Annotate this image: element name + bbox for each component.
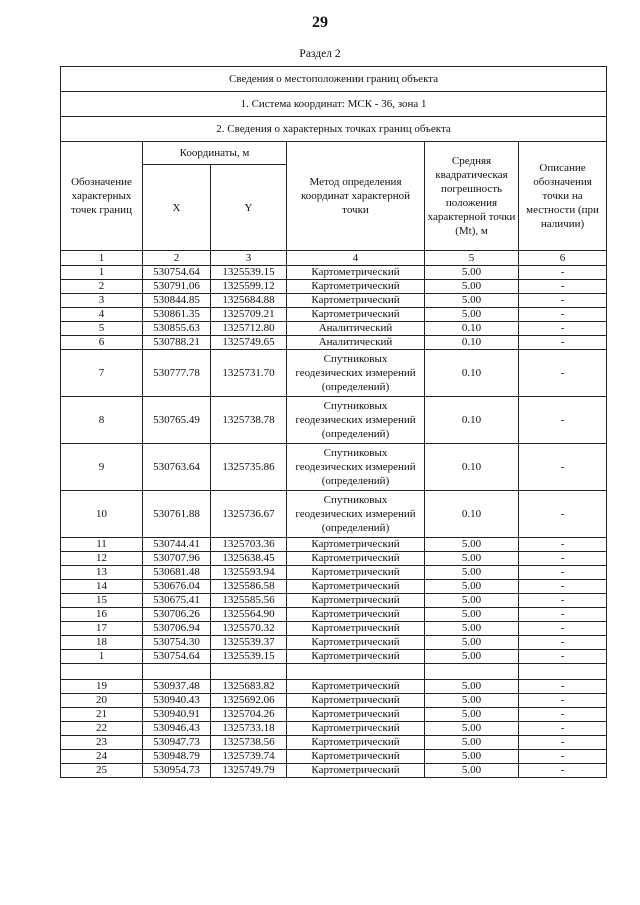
point-number-cell: 10 (61, 491, 143, 538)
header-method: Метод определения координат характерной точки (287, 142, 425, 251)
description-cell: - (519, 294, 607, 308)
description-cell: - (519, 322, 607, 336)
description-cell: - (519, 308, 607, 322)
column-numbers-row (61, 251, 607, 266)
description-cell: - (519, 538, 607, 552)
y-coordinate-cell: 1325692.06 (211, 694, 287, 708)
point-number-cell: 6 (61, 336, 143, 350)
method-cell: Картометрический (287, 280, 425, 294)
x-coordinate-cell: 530940.43 (143, 694, 211, 708)
table-row (61, 764, 607, 778)
x-coordinate-cell: 530946.43 (143, 722, 211, 736)
accuracy-cell: 5.00 (425, 608, 519, 622)
table-row (61, 566, 607, 580)
table-row (61, 680, 607, 694)
description-cell: - (519, 552, 607, 566)
method-cell: Картометрический (287, 538, 425, 552)
method-cell: Картометрический (287, 636, 425, 650)
separator-row (61, 664, 607, 680)
method-cell: Картометрический (287, 294, 425, 308)
points-heading-row (61, 117, 607, 142)
y-coordinate-cell: 1325731.70 (211, 350, 287, 397)
x-coordinate-cell: 530940.91 (143, 708, 211, 722)
y-coordinate-cell: 1325638.45 (211, 552, 287, 566)
coord-system-text: 1. Система координат: МСК - 36, зона 1 (61, 92, 607, 117)
accuracy-cell: 5.00 (425, 266, 519, 280)
method-cell: Картометрический (287, 708, 425, 722)
description-cell: - (519, 694, 607, 708)
header-row-1 (61, 142, 607, 165)
point-number-cell: 3 (61, 294, 143, 308)
point-number-cell: 21 (61, 708, 143, 722)
description-cell: - (519, 266, 607, 280)
method-cell: Картометрический (287, 580, 425, 594)
y-coordinate-cell: 1325738.56 (211, 736, 287, 750)
point-number-cell: 14 (61, 580, 143, 594)
table-row (61, 266, 607, 280)
table-row (61, 580, 607, 594)
point-number-cell: 5 (61, 322, 143, 336)
method-cell: Картометрический (287, 622, 425, 636)
column-number: 2 (143, 251, 211, 266)
x-coordinate-cell: 530937.48 (143, 680, 211, 694)
accuracy-cell: 0.10 (425, 491, 519, 538)
y-coordinate-cell: 1325736.67 (211, 491, 287, 538)
point-number-cell: 18 (61, 636, 143, 650)
accuracy-cell: 5.00 (425, 736, 519, 750)
x-coordinate-cell: 530861.35 (143, 308, 211, 322)
method-cell: Картометрический (287, 552, 425, 566)
accuracy-cell (425, 664, 519, 680)
x-coordinate-cell: 530761.88 (143, 491, 211, 538)
y-coordinate-cell: 1325712.80 (211, 322, 287, 336)
accuracy-cell: 5.00 (425, 650, 519, 664)
header-point-designation: Обозначение характерных точек границ (61, 142, 143, 251)
table-row (61, 750, 607, 764)
table-row (61, 650, 607, 664)
table-row (61, 280, 607, 294)
point-number-cell (61, 664, 143, 680)
point-number-cell: 25 (61, 764, 143, 778)
point-number-cell: 19 (61, 680, 143, 694)
x-coordinate-cell: 530681.48 (143, 566, 211, 580)
accuracy-cell: 5.00 (425, 538, 519, 552)
method-cell: Спутниковых геодезических измерений (определений) (287, 444, 425, 491)
table-title-row (61, 67, 607, 92)
table-row (61, 322, 607, 336)
header-description: Описание обозначения точки на местности (при наличии) (519, 142, 607, 251)
description-cell: - (519, 708, 607, 722)
y-coordinate-cell: 1325703.36 (211, 538, 287, 552)
point-number-cell: 1 (61, 650, 143, 664)
column-number: 5 (425, 251, 519, 266)
table-row (61, 608, 607, 622)
x-coordinate-cell: 530706.26 (143, 608, 211, 622)
description-cell: - (519, 491, 607, 538)
y-coordinate-cell: 1325749.79 (211, 764, 287, 778)
description-cell: - (519, 764, 607, 778)
y-coordinate-cell: 1325738.78 (211, 397, 287, 444)
accuracy-cell: 5.00 (425, 722, 519, 736)
x-coordinate-cell: 530706.94 (143, 622, 211, 636)
y-coordinate-cell: 1325570.32 (211, 622, 287, 636)
accuracy-cell: 5.00 (425, 566, 519, 580)
table-row (61, 636, 607, 650)
accuracy-cell: 5.00 (425, 308, 519, 322)
x-coordinate-cell: 530744.41 (143, 538, 211, 552)
x-coordinate-cell: 530954.73 (143, 764, 211, 778)
method-cell: Картометрический (287, 594, 425, 608)
accuracy-cell: 0.10 (425, 350, 519, 397)
y-coordinate-cell: 1325599.12 (211, 280, 287, 294)
x-coordinate-cell: 530765.49 (143, 397, 211, 444)
accuracy-cell: 0.10 (425, 322, 519, 336)
y-coordinate-cell: 1325749.65 (211, 336, 287, 350)
accuracy-cell: 5.00 (425, 580, 519, 594)
accuracy-cell: 5.00 (425, 750, 519, 764)
description-cell: - (519, 680, 607, 694)
y-coordinate-cell: 1325684.88 (211, 294, 287, 308)
table-row (61, 594, 607, 608)
accuracy-cell: 5.00 (425, 294, 519, 308)
description-cell: - (519, 622, 607, 636)
table-row (61, 622, 607, 636)
x-coordinate-cell: 530707.96 (143, 552, 211, 566)
method-cell: Картометрический (287, 764, 425, 778)
column-number: 3 (211, 251, 287, 266)
point-number-cell: 22 (61, 722, 143, 736)
method-cell: Спутниковых геодезических измерений (определений) (287, 350, 425, 397)
method-cell: Картометрический (287, 308, 425, 322)
method-cell: Картометрический (287, 750, 425, 764)
method-cell: Картометрический (287, 266, 425, 280)
description-cell: - (519, 444, 607, 491)
method-cell: Аналитический (287, 322, 425, 336)
x-coordinate-cell: 530754.64 (143, 266, 211, 280)
accuracy-cell: 0.10 (425, 336, 519, 350)
x-coordinate-cell: 530777.78 (143, 350, 211, 397)
header-y: Y (211, 165, 287, 251)
x-coordinate-cell: 530754.64 (143, 650, 211, 664)
description-cell: - (519, 636, 607, 650)
column-number: 4 (287, 251, 425, 266)
table-row (61, 708, 607, 722)
accuracy-cell: 5.00 (425, 280, 519, 294)
point-number-cell: 13 (61, 566, 143, 580)
x-coordinate-cell: 530675.41 (143, 594, 211, 608)
column-number: 1 (61, 251, 143, 266)
method-cell: Картометрический (287, 650, 425, 664)
table-row (61, 736, 607, 750)
section-label: Раздел 2 (299, 48, 341, 60)
description-cell: - (519, 566, 607, 580)
header-coordinates: Координаты, м (143, 142, 287, 165)
description-cell: - (519, 350, 607, 397)
accuracy-cell: 0.10 (425, 444, 519, 491)
point-number-cell: 17 (61, 622, 143, 636)
x-coordinate-cell (143, 664, 211, 680)
description-cell: - (519, 397, 607, 444)
method-cell: Картометрический (287, 736, 425, 750)
y-coordinate-cell: 1325564.90 (211, 608, 287, 622)
description-cell: - (519, 580, 607, 594)
y-coordinate-cell: 1325585.56 (211, 594, 287, 608)
y-coordinate-cell: 1325735.86 (211, 444, 287, 491)
y-coordinate-cell: 1325593.94 (211, 566, 287, 580)
point-number-cell: 8 (61, 397, 143, 444)
y-coordinate-cell: 1325683.82 (211, 680, 287, 694)
method-cell: Аналитический (287, 336, 425, 350)
table-row (61, 397, 607, 444)
table-row (61, 722, 607, 736)
description-cell (519, 664, 607, 680)
method-cell (287, 664, 425, 680)
y-coordinate-cell: 1325704.26 (211, 708, 287, 722)
x-coordinate-cell: 530844.85 (143, 294, 211, 308)
x-coordinate-cell: 530855.63 (143, 322, 211, 336)
point-number-cell: 23 (61, 736, 143, 750)
point-number-cell: 20 (61, 694, 143, 708)
point-number-cell: 24 (61, 750, 143, 764)
accuracy-cell: 0.10 (425, 397, 519, 444)
y-coordinate-cell: 1325733.18 (211, 722, 287, 736)
table-row (61, 350, 607, 397)
description-cell: - (519, 736, 607, 750)
x-coordinate-cell: 530947.73 (143, 736, 211, 750)
table-row (61, 294, 607, 308)
table-row (61, 552, 607, 566)
point-number-cell: 15 (61, 594, 143, 608)
accuracy-cell: 5.00 (425, 694, 519, 708)
x-coordinate-cell: 530791.06 (143, 280, 211, 294)
x-coordinate-cell: 530754.30 (143, 636, 211, 650)
y-coordinate-cell: 1325539.37 (211, 636, 287, 650)
x-coordinate-cell: 530788.21 (143, 336, 211, 350)
header-x: X (143, 165, 211, 251)
y-coordinate-cell (211, 664, 287, 680)
accuracy-cell: 5.00 (425, 636, 519, 650)
method-cell: Картометрический (287, 566, 425, 580)
accuracy-cell: 5.00 (425, 594, 519, 608)
point-number-cell: 7 (61, 350, 143, 397)
point-number-cell: 2 (61, 280, 143, 294)
description-cell: - (519, 594, 607, 608)
description-cell: - (519, 280, 607, 294)
method-cell: Спутниковых геодезических измерений (определений) (287, 491, 425, 538)
table-row (61, 336, 607, 350)
x-coordinate-cell: 530948.79 (143, 750, 211, 764)
table-row (61, 308, 607, 322)
accuracy-cell: 5.00 (425, 680, 519, 694)
method-cell: Картометрический (287, 608, 425, 622)
x-coordinate-cell: 530676.04 (143, 580, 211, 594)
accuracy-cell: 5.00 (425, 708, 519, 722)
accuracy-cell: 5.00 (425, 552, 519, 566)
boundary-points-table (60, 66, 607, 778)
description-cell: - (519, 750, 607, 764)
description-cell: - (519, 336, 607, 350)
y-coordinate-cell: 1325539.15 (211, 266, 287, 280)
coord-system-row (61, 92, 607, 117)
point-number-cell: 16 (61, 608, 143, 622)
point-number-cell: 12 (61, 552, 143, 566)
table-row (61, 444, 607, 491)
method-cell: Картометрический (287, 722, 425, 736)
y-coordinate-cell: 1325739.74 (211, 750, 287, 764)
description-cell: - (519, 608, 607, 622)
y-coordinate-cell: 1325539.15 (211, 650, 287, 664)
point-number-cell: 4 (61, 308, 143, 322)
method-cell: Картометрический (287, 694, 425, 708)
table-row (61, 694, 607, 708)
page-number: 29 (312, 14, 328, 31)
y-coordinate-cell: 1325586.58 (211, 580, 287, 594)
method-cell: Спутниковых геодезических измерений (определений) (287, 397, 425, 444)
points-heading-text: 2. Сведения о характерных точках границ объекта (61, 117, 607, 142)
point-number-cell: 11 (61, 538, 143, 552)
table-row (61, 538, 607, 552)
y-coordinate-cell: 1325709.21 (211, 308, 287, 322)
description-cell: - (519, 722, 607, 736)
point-number-cell: 1 (61, 266, 143, 280)
point-number-cell: 9 (61, 444, 143, 491)
x-coordinate-cell: 530763.64 (143, 444, 211, 491)
table-title: Сведения о местоположении границ объекта (61, 67, 607, 92)
accuracy-cell: 5.00 (425, 764, 519, 778)
header-accuracy: Средняя квадратическая погрешность положения характерной точки (Mt), м (425, 142, 519, 251)
method-cell: Картометрический (287, 680, 425, 694)
table-row (61, 491, 607, 538)
description-cell: - (519, 650, 607, 664)
column-number: 6 (519, 251, 607, 266)
accuracy-cell: 5.00 (425, 622, 519, 636)
